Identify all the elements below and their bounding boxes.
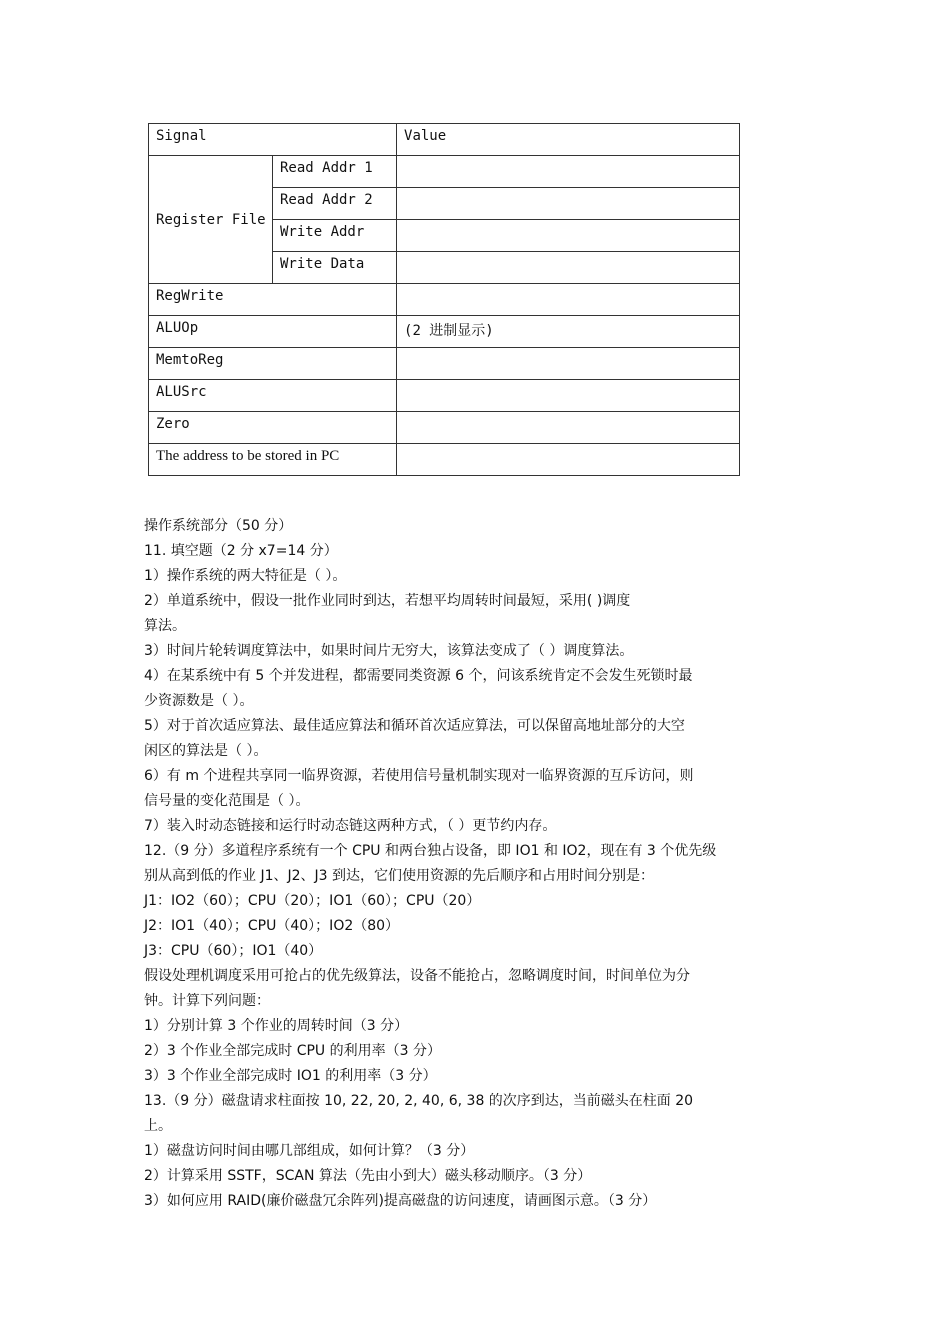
text-line: 4）在某系统中有 5 个并发进程，都需要同类资源 6 个，问该系统肯定不会发生死锁时最 — [144, 668, 693, 684]
text-line: 1）操作系统的两大特征是（ ）。 — [144, 568, 347, 584]
question-13-heading: 13.（9 分）磁盘请求柱面按 10, 22, 20, 2, 40, 6, 38 的次序到达，当前磁头在柱面 20 — [144, 1093, 694, 1109]
section-title: 操作系统部分（50 分） — [144, 518, 293, 534]
text-line: 3）如何应用 RAID(廉价磁盘冗余阵列)提高磁盘的访问速度，请画图示意。（3 分） — [144, 1193, 657, 1209]
text-line: 上。 — [144, 1118, 172, 1134]
read-addr-2-value — [397, 188, 740, 220]
table-row — [149, 316, 740, 348]
text-line: 1）磁盘访问时间由哪几部组成，如何计算？（3 分） — [144, 1143, 475, 1159]
text-line: 算法。 — [144, 618, 186, 634]
alusrc-value — [397, 380, 740, 412]
text-line: 闲区的算法是（ ）。 — [144, 743, 268, 759]
read-addr-1-value — [397, 156, 740, 188]
text-line: 2）计算采用 SSTF，SCAN 算法（先由小到大）磁头移动顺序。（3 分） — [144, 1168, 592, 1184]
regwrite-value — [397, 284, 740, 316]
register-file-label: Register File — [149, 156, 273, 284]
read-addr-2-label: Read Addr 2 — [273, 188, 397, 220]
table-row — [149, 348, 740, 380]
write-data-label: Write Data — [273, 252, 397, 284]
alusrc-label: ALUSrc — [149, 380, 397, 412]
text-line: 1）分别计算 3 个作业的周转时间（3 分） — [144, 1018, 409, 1034]
write-addr-label: Write Addr — [273, 220, 397, 252]
regwrite-label: RegWrite — [149, 284, 397, 316]
table-row — [149, 284, 740, 316]
table-row — [149, 444, 740, 476]
pc-address-value — [397, 444, 740, 476]
memtoreg-value — [397, 348, 740, 380]
text-line: 5）对于首次适应算法、最佳适应算法和循环首次适应算法，可以保留高地址部分的大空 — [144, 718, 685, 734]
text-line: 假设处理机调度采用可抢占的优先级算法，设备不能抢占，忽略调度时间，时间单位为分 — [144, 968, 690, 984]
aluop-label: ALUOp — [149, 316, 397, 348]
text-line: 钟。计算下列问题： — [144, 993, 270, 1009]
text-line: 7）装入时动态链接和运行时动态链这两种方式，（ ）更节约内存。 — [144, 818, 557, 834]
text-line: 3）时间片轮转调度算法中，如果时间片无穷大，该算法变成了（ ）调度算法。 — [144, 643, 634, 659]
text-line: 少资源数是（ ）。 — [144, 693, 254, 709]
text-line: 2）单道系统中，假设一批作业同时到达，若想平均周转时间最短，采用( )调度 — [144, 593, 631, 609]
table-row — [149, 380, 740, 412]
text-line: J3：CPU（60）；IO1（40） — [144, 943, 323, 959]
pc-address-label: The address to be stored in PC — [149, 444, 397, 476]
read-addr-1-label: Read Addr 1 — [273, 156, 397, 188]
text-line: J2：IO1（40）；CPU（40）；IO2（80） — [144, 918, 400, 934]
table-header-row — [149, 124, 740, 156]
signal-table — [148, 123, 740, 476]
write-data-value — [397, 252, 740, 284]
zero-value — [397, 412, 740, 444]
text-line: 6）有 m 个进程共享同一临界资源，若使用信号量机制实现对一临界资源的互斥访问，则 — [144, 768, 694, 784]
header-signal: Signal — [149, 124, 397, 156]
write-addr-value — [397, 220, 740, 252]
question-12-heading: 12.（9 分）多道程序系统有一个 CPU 和两台独占设备，即 IO1 和 IO2，现在有 3 个优先级 — [144, 843, 717, 859]
aluop-value: (2 进制显示) — [397, 316, 740, 348]
table-row — [149, 156, 740, 188]
document-body — [144, 514, 814, 1214]
text-line: 2）3 个作业全部完成时 CPU 的利用率（3 分） — [144, 1043, 441, 1059]
question-11-heading: 11. 填空题（2 分 x7=14 分） — [144, 543, 338, 559]
table-row — [149, 412, 740, 444]
zero-label: Zero — [149, 412, 397, 444]
text-line: 信号量的变化范围是（ ）。 — [144, 793, 310, 809]
header-value: Value — [397, 124, 740, 156]
memtoreg-label: MemtoReg — [149, 348, 397, 380]
text-line: 别从高到低的作业 J1、J2、J3 到达，它们使用资源的先后顺序和占用时间分别是： — [144, 868, 655, 884]
text-line: 3）3 个作业全部完成时 IO1 的利用率（3 分） — [144, 1068, 437, 1084]
text-line: J1：IO2（60）；CPU（20）；IO1（60）；CPU（20） — [144, 893, 481, 909]
